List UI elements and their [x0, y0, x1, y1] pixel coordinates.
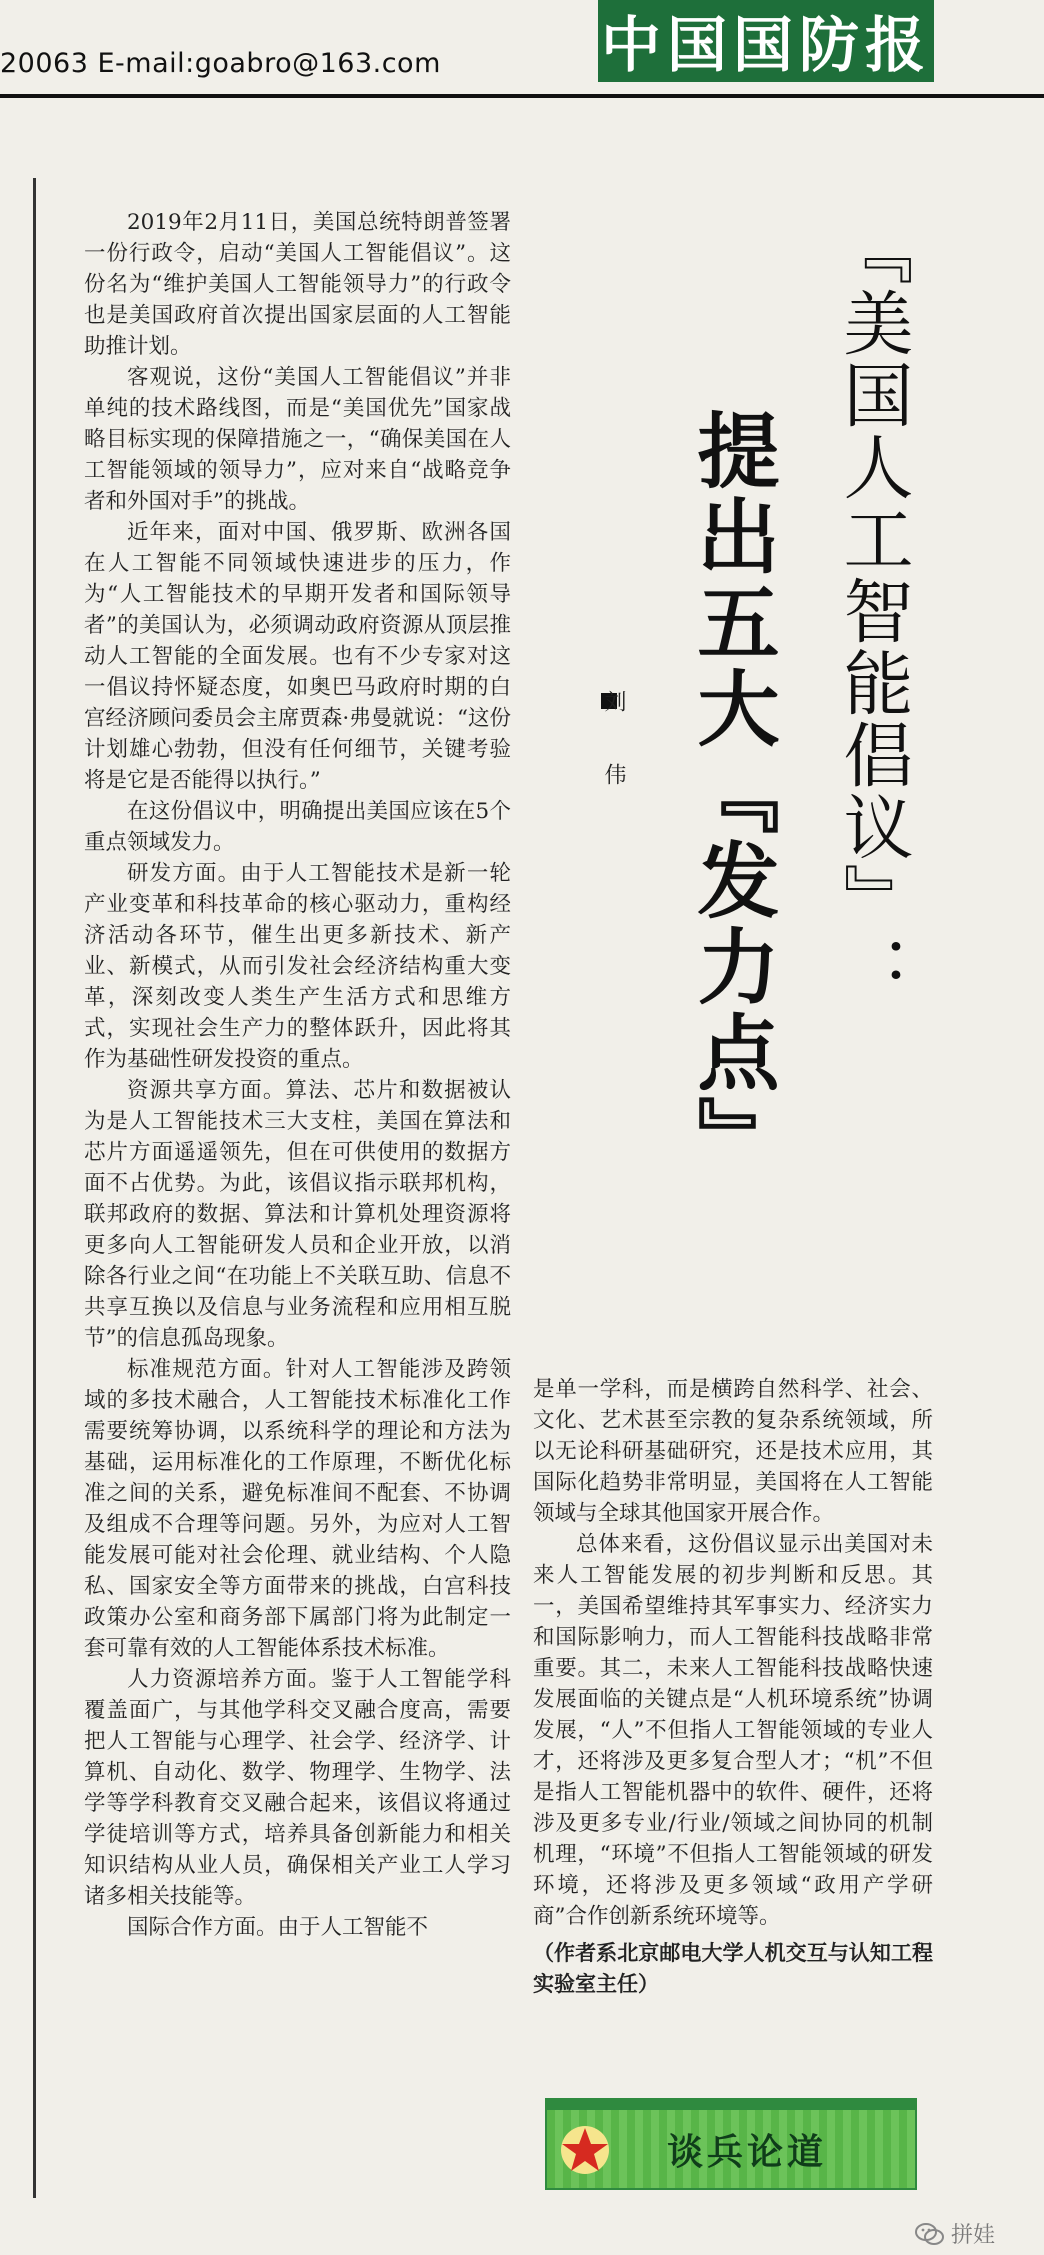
column-title: 谈兵论道: [667, 2132, 828, 2173]
watermark: [915, 2218, 995, 2249]
headline-sub: 提出五大『发力点』: [684, 408, 779, 1182]
paragraph: 国际合作方面。由于人工智能不: [127, 1915, 429, 1940]
watermark-text: 拼娃: [951, 2223, 996, 2248]
contact-line: 20063 E-mail:goabro@163.com: [0, 48, 441, 79]
paragraph: 人力资源培养方面。鉴于人工智能学科覆盖面广，与其他学科交叉融合度高，需要把人工智能与心理学、社会学、经济学、计算机、自动化、数学、物理学、生物学、法学等学科教育交叉融合起来，该倡议将通过学徒培训等方式，培养具备创新能力和相关知识结构从业人员，确保相关产业工人学习诸多相关技能等。: [84, 1667, 511, 1909]
paragraph: 是单一学科，而是横跨自然科学、社会、文化、艺术甚至宗教的复杂系统领域，所以无论科研基础研究，还是技术应用，其国际化趋势非常明显，美国将在人工智能领域与全球其他国家开展合作。: [533, 1377, 933, 1526]
paragraph: 在这份倡议中，明确提出美国应该在5个重点领域发力。: [84, 799, 511, 855]
margin-line: [33, 178, 36, 2198]
article-column-left: [84, 207, 511, 1943]
article-column-right: [533, 1374, 933, 2000]
column-badge: [545, 2098, 917, 2190]
paragraph: 总体来看，这份倡议显示出美国对未来人工智能发展的初步判断和反思。其一，美国希望维持其军事实力、经济实力和国际影响力，而人工智能科技战略非常重要。其二，未来人工智能科技战略快速发展面临的关键点是“人机环境系统”协调发展，“人”不但指人工智能领域的专业人才，还将涉及更多复合型人才；“机”不但是指人工智能机器中的软件、硬件，还将涉及更多专业/行业/领域之间协同的机制机理，“环境”不但指人工智能领域的研发环境，还将涉及更多领域“政用产学研商”合作创新系统环境等。: [533, 1532, 933, 1929]
author-name: 刘 伟: [601, 690, 626, 807]
wechat-icon: [915, 2222, 945, 2246]
star-icon: [557, 2122, 613, 2178]
paragraph: 研发方面。由于人工智能技术是新一轮产业变革和科技革命的核心驱动力，重构经济活动各环节，催生出更多新技术、新产业、新模式，从而引发社会经济结构重大变革，深刻改变人类生产生活方式和思维方式，实现社会生产力的整体跃升，因此将其作为基础性研发投资的重点。: [84, 861, 511, 1072]
paragraph: 近年来，面对中国、俄罗斯、欧洲各国在人工智能不同领域快速进步的压力，作为“人工智能技术的早期开发者和国际领导者”的美国认为，必须调动政府资源从顶层推动人工智能的全面发展。也有不少专家对这一倡议持怀疑态度，如奥巴马政府时期的白宫经济顾问委员会主席贾森·弗曼就说：“这份计划雄心勃勃，但没有任何细节，关键考验将是它是否能得以执行。”: [84, 520, 511, 793]
newspaper-masthead: 中国国防报: [598, 0, 934, 82]
paragraph: 标准规范方面。针对人工智能涉及跨领域的多技术融合，人工智能技术标准化工作需要统筹协调，以系统科学的理论和方法为基础，运用标准化的工作原理，不断优化标准之间的关系，避免标准间不配套、不协调及组成不合理等问题。另外，为应对人工智能发展可能对社会伦理、就业结构、个人隐私、国家安全等方面带来的挑战，白宫科技政策办公室和商务部下属部门将为此制定一套可靠有效的人工智能体系技术标准。: [84, 1357, 511, 1661]
paragraph: 2019年2月11日，美国总统特朗普签署一份行政令，启动“美国人工智能倡议”。这份名为“维护美国人工智能领导力”的行政令也是美国政府首次提出国家层面的人工智能助推计划。: [84, 210, 511, 359]
author-note: （作者系北京邮电大学人机交互与认知工程实验室主任）: [533, 1941, 933, 1996]
page-header: [0, 0, 1044, 96]
paragraph: 资源共享方面。算法、芯片和数据被认为是人工智能技术三大支柱，美国在算法和芯片方面遥遥领先，但在可供使用的数据方面不占优势。为此，该倡议指示联邦机构，联邦政府的数据、算法和计算机处理资源将更多向人工智能研发人员和企业开放，以消除各行业之间“在功能上不关联互助、信息不共享互换以及信息与业务流程和应用相互脱节”的信息孤岛现象。: [84, 1078, 511, 1351]
headline-main: 『美国人工智能倡议』：: [832, 215, 914, 1007]
paragraph: 客观说，这份“美国人工智能倡议”并非单纯的技术路线图，而是“美国优先”国家战略目标实现的保障措施之一，“确保美国在人工智能领域的领导力”，应对来自“战略竞争者和外国对手”的挑战。: [84, 365, 511, 514]
header-rule: [0, 94, 1044, 98]
badge-stripe: [547, 2100, 915, 2110]
byline-author: [598, 690, 654, 807]
